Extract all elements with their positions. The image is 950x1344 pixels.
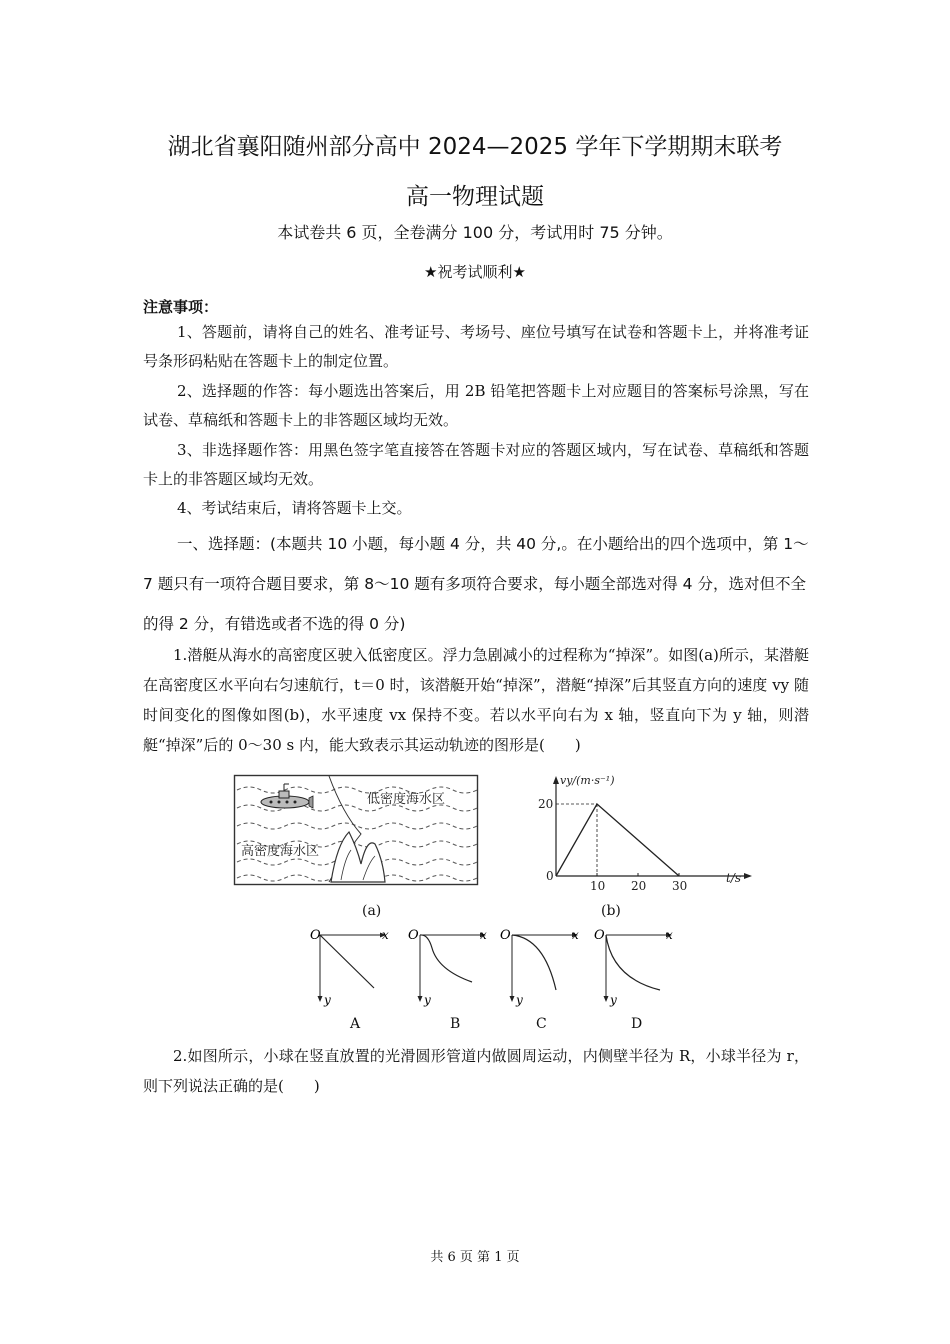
figure-b-vy-t-graph xyxy=(532,772,757,894)
low-density-label: 低密度海水区 xyxy=(367,792,446,807)
x-label: x xyxy=(382,928,389,942)
x-label: x xyxy=(480,928,487,942)
x-tick-label: 10 xyxy=(590,879,606,893)
trajectory-curve xyxy=(606,935,660,990)
y-label: y xyxy=(610,993,617,1007)
x-label: x xyxy=(572,928,579,942)
y-label: y xyxy=(424,993,431,1007)
x-label: x xyxy=(666,928,673,942)
arrow-icon xyxy=(318,996,323,1002)
y-label: y xyxy=(324,993,331,1007)
option-d-graph xyxy=(590,926,678,1008)
exam-subtitle: 高一物理试题 xyxy=(406,184,544,210)
option-b-graph xyxy=(404,926,492,1008)
notice-item-3: 3、非选择题作答：用黑色签字笔直接答在答题卡对应的答题区域内，写在试卷、草稿纸和答题卡上的非答题区域均无效。 xyxy=(143,441,809,488)
high-density-label: 高密度海水区 xyxy=(241,844,320,859)
origin-label: O xyxy=(310,928,321,943)
page-footer: 共 6 页 第 1 页 xyxy=(430,1250,520,1265)
x-tick-label: 30 xyxy=(672,879,688,893)
figure-b-caption: (b) xyxy=(601,903,621,919)
notice-item-1: 1、答题前，请将自己的姓名、准考证号、考场号、座位号填写在试卷和答题卡上，并将准考证号条形码粘贴在答题卡上的制定位置。 xyxy=(143,323,809,370)
origin-label: 0 xyxy=(546,869,554,883)
option-d-label[interactable]: D xyxy=(631,1016,643,1032)
arrow-icon xyxy=(510,996,515,1002)
arrow-icon xyxy=(418,996,423,1002)
origin-label: O xyxy=(408,928,419,943)
exam-info: 本试卷共 6 页，全卷满分 100 分，考试用时 75 分钟。 xyxy=(277,223,673,242)
exam-title: 湖北省襄阳随州部分高中 2024—2025 学年下学期期末联考 xyxy=(167,134,783,160)
y-axis-arrow-icon xyxy=(553,776,559,784)
x-axis-label: t/s xyxy=(726,871,742,885)
section-heading: 一、选择题：(本题共 10 小题，每小题 4 分，共 40 分,。在小题给出的四个选项中，第 1～7 题只有一项符合题目要求，第 8～10 题有多项符合要求，每小题全部选对得 4 分，选对但不全的得 2 分，有错选或者不选的得 0 分) xyxy=(143,535,809,633)
question-1-text: 1.潜艇从海水的高密度区驶入低密度区。浮力急剧减小的过程称为“掉深”。如图(a)所示，某潜艇在高密度区水平向右匀速航行，t＝0 时，该潜艇开始“掉深”，潜艇“掉深”后其竖直方向的速度 vy 随时间变化的图像如图(b)，水平速度 vx 保持不变。若以水平向右为 x 轴，竖直向下为 y 轴，则潜艇“掉深”后的 0～30 s 内，能大致表示其运动轨迹的图形是( ) xyxy=(143,646,809,754)
trajectory-line xyxy=(320,935,374,988)
figure-a-submarine xyxy=(233,774,479,886)
trajectory-curve xyxy=(512,935,556,990)
trajectory-curve xyxy=(420,935,472,982)
y-label: y xyxy=(516,993,523,1007)
option-c-graph xyxy=(496,926,584,1008)
x-axis-arrow-icon xyxy=(744,873,752,879)
option-a-label[interactable]: A xyxy=(350,1016,361,1032)
option-a-graph xyxy=(304,926,392,1008)
series-vy-line xyxy=(556,804,679,876)
notice-item-2: 2、选择题的作答：每小题选出答案后，用 2B 铅笔把答题卡上对应题目的答案标号涂黑，写在试卷、草稿纸和答题卡上的非答题区域均无效。 xyxy=(143,382,809,429)
option-b-label[interactable]: B xyxy=(450,1016,461,1032)
figure-a-caption: (a) xyxy=(362,903,382,919)
origin-label: O xyxy=(500,928,511,943)
notice-item-4: 4、考试结束后，请将答题卡上交。 xyxy=(177,499,412,517)
question-2-text: 2.如图所示，小球在竖直放置的光滑圆形管道内做圆周运动，内侧壁半径为 R，小球半径为 r，则下列说法正确的是( ) xyxy=(143,1047,809,1095)
notice-heading: 注意事项： xyxy=(143,298,219,316)
y-axis-label: vy/(m·s⁻¹) xyxy=(560,774,615,787)
y-tick-label: 20 xyxy=(538,797,554,811)
arrow-icon xyxy=(604,996,609,1002)
good-luck-wish: ★祝考试顺利★ xyxy=(424,263,526,281)
option-c-label[interactable]: C xyxy=(536,1016,547,1032)
x-tick-label: 20 xyxy=(631,879,647,893)
origin-label: O xyxy=(594,928,605,943)
